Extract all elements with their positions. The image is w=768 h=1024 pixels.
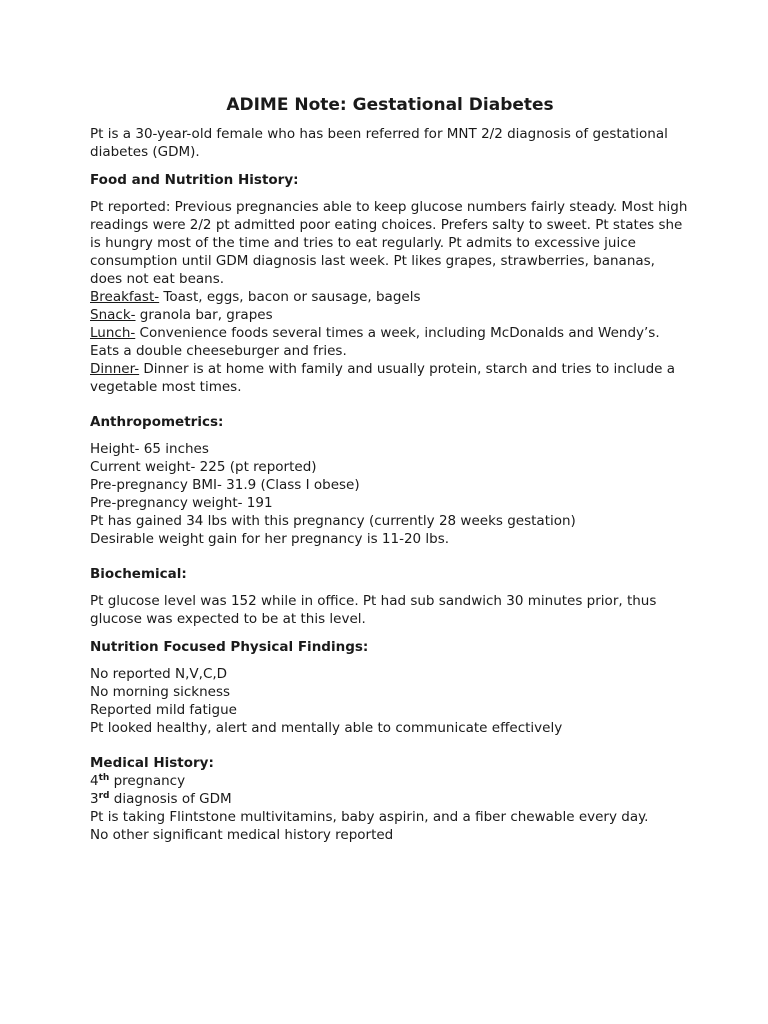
biochemical-paragraph: Pt glucose level was 152 while in office. Pt had sub sandwich 30 minutes prior, thus glucose was expected to be at this level. <box>90 593 657 627</box>
anthro-line: Desirable weight gain for her pregnancy is 11-20 lbs. <box>90 531 450 547</box>
food-history-section <box>90 171 690 396</box>
meal-breakfast <box>90 288 690 306</box>
biochemical-section <box>90 565 690 628</box>
medical-history-heading: Medical History: <box>90 755 214 771</box>
meal-snack <box>90 306 690 324</box>
anthropometrics-section <box>90 413 690 548</box>
anthro-line: Pt has gained 34 lbs with this pregnancy (currently 28 weeks gestation) <box>90 513 576 529</box>
meal-label: Lunch- <box>90 325 136 341</box>
meal-text: granola bar, grapes <box>135 307 273 323</box>
food-history-heading: Food and Nutrition History: <box>90 172 299 188</box>
anthropometrics-heading: Anthropometrics: <box>90 414 224 430</box>
meal-dinner <box>90 360 690 396</box>
meal-label: Snack- <box>90 307 136 323</box>
finding-line: Reported mild fatigue <box>90 702 237 718</box>
medical-history-section <box>90 754 690 844</box>
physical-findings-section <box>90 638 690 737</box>
diagnosis-count-line <box>90 790 690 808</box>
intro-paragraph: Pt is a 30-year-old female who has been referred for MNT 2/2 diagnosis of gestational diabetes (GDM). <box>90 126 668 160</box>
pregnancy-count-line <box>90 772 690 790</box>
pregnancy-text: pregnancy <box>109 773 186 789</box>
pregnancy-number: 4 <box>90 773 99 789</box>
food-history-paragraph: Pt reported: Previous pregnancies able to keep glucose numbers fairly steady. Most high readings were 2/2 pt admitted poor eating choices. Prefers salty to sweet. Pt states she is hungry most of the time and tries to eat regularly. Pt admits to excessive juice consumption until GDM diagnosis last week. Pt likes grapes, strawberries, bananas, does not eat beans. <box>90 199 688 287</box>
anthro-line: Pre-pregnancy BMI- 31.9 (Class I obese) <box>90 477 360 493</box>
medical-line: No other significant medical history reported <box>90 827 394 843</box>
anthro-line: Height- 65 inches <box>90 441 209 457</box>
diagnosis-text: diagnosis of GDM <box>109 791 232 807</box>
diagnosis-ordinal: rd <box>98 791 110 801</box>
document-page <box>90 90 690 844</box>
finding-line: Pt looked healthy, alert and mentally able to communicate effectively <box>90 720 563 736</box>
meal-text: Dinner is at home with family and usually protein, starch and tries to include a vegetable most times. <box>90 361 676 395</box>
meal-text: Toast, eggs, bacon or sausage, bagels <box>159 289 421 305</box>
finding-line: No reported N,V,C,D <box>90 666 228 682</box>
physical-findings-heading: Nutrition Focused Physical Findings: <box>90 639 369 655</box>
pregnancy-ordinal: th <box>98 773 110 783</box>
meal-label: Dinner- <box>90 361 140 377</box>
meal-lunch <box>90 324 690 360</box>
diagnosis-number: 3 <box>90 791 99 807</box>
finding-line: No morning sickness <box>90 684 231 700</box>
meal-label: Breakfast- <box>90 289 160 305</box>
meal-text: Convenience foods several times a week, including McDonalds and Wendy’s. Eats a double cheeseburger and fries. <box>90 325 660 359</box>
physical-findings-list <box>90 665 690 737</box>
medical-line: Pt is taking Flintstone multivitamins, baby aspirin, and a fiber chewable every day. <box>90 809 649 825</box>
document-title: ADIME Note: Gestational Diabetes <box>226 95 554 115</box>
anthro-line: Pre-pregnancy weight- 191 <box>90 495 273 511</box>
anthro-line: Current weight- 225 (pt reported) <box>90 459 317 475</box>
biochemical-heading: Biochemical: <box>90 566 187 582</box>
anthropometrics-list <box>90 440 690 548</box>
